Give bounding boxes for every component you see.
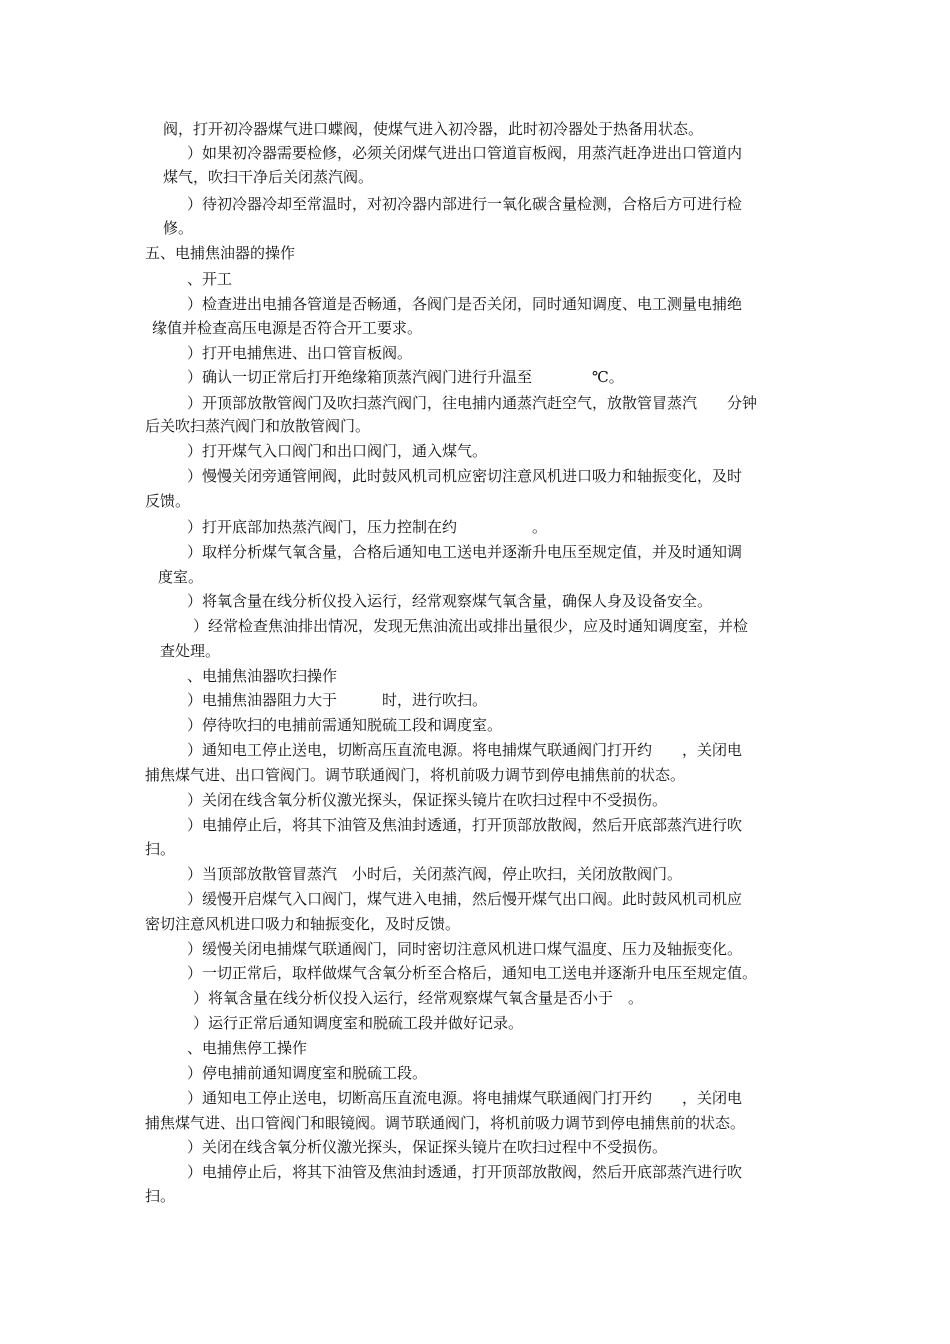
text-line: ）一切正常后，取样做煤气含氧分析至合格后，通知电工送电并逐渐升电压至规定值。 (187, 964, 758, 982)
text-line: ）确认一切正常后打开绝缘箱顶蒸汽阀门进行升温至 ℃。 (187, 368, 624, 386)
text-line: ）将氧含量在线分析仪投入运行，经常观察煤气氧含量，确保人身及设备安全。 (187, 592, 713, 610)
text-line: ）打开电捕焦进、出口管盲板阀。 (187, 344, 413, 362)
text-line: 阀，打开初冷器煤气进口蝶阀，使煤气进入初冷器，此时初冷器处于热备用状态。 (163, 120, 704, 138)
text-line: ）慢慢关闭旁通管闸阀，此时鼓风机司机应密切注意风机进口吸力和轴振变化，及时 (187, 467, 743, 485)
text-line: ）通知电工停止送电，切断高压直流电源。将电捕煤气联通阀门打开约 ，关闭电 (187, 1089, 743, 1107)
text-line: ）电捕停止后，将其下油管及焦油封透通，打开顶部放散阀，然后开底部蒸汽进行吹 (187, 816, 743, 834)
text-line: 反馈。 (145, 492, 191, 510)
section-heading: 五、电捕焦油器的操作 (145, 244, 296, 262)
text-line: 捕焦煤气进、出口管阀门。调节联通阀门，将机前吸力调节到停电捕焦前的状态。 (145, 766, 686, 784)
text-line: 捕焦煤气进、出口管阀门和眼镜阀。调节联通阀门，将机前吸力调节到停电捕焦前的状态。 (145, 1114, 746, 1132)
text-line: ）缓慢关闭电捕煤气联通阀门，同时密切注意风机进口煤气温度、压力及轴振变化。 (187, 940, 743, 958)
text-line: ）检查进出电捕各管道是否畅通，各阀门是否关闭，同时通知调度、电工测量电捕绝 (187, 295, 743, 313)
text-line: ）打开煤气入口阀门和出口阀门，通入煤气。 (187, 442, 488, 460)
text-line: ）取样分析煤气氧含量，合格后通知电工送电并逐渐升电压至规定值，并及时通知调 (187, 543, 743, 561)
text-line: ）当顶部放散管冒蒸汽 小时后，关闭蒸汽阀，停止吹扫，关闭放散阀门。 (187, 865, 683, 883)
text-line: ）待初冷器冷却至常温时，对初冷器内部进行一氧化碳含量检测，合格后方可进行检 (187, 195, 743, 213)
text-line: 扫。 (145, 1187, 176, 1205)
text-line: ）开顶部放散管阀门及吹扫蒸汽阀门，往电捕内通蒸汽赶空气，放散管冒蒸汽 分钟 (187, 394, 758, 412)
text-line: ）停电捕前通知调度室和脱硫工段。 (187, 1064, 428, 1082)
text-line: 煤气，吹扫干净后关闭蒸汽阀。 (163, 168, 374, 186)
text-line: ）经常检查焦油排出情况，发现无焦油流出或排出量很少，应及时通知调度室，并检 (193, 617, 749, 635)
text-line: ）关闭在线含氧分析仪激光探头，保证探头镜片在吹扫过程中不受损伤。 (187, 1138, 668, 1156)
subsection-heading: 、电捕焦油器吹扫操作 (187, 667, 338, 685)
text-line: ）电捕停止后，将其下油管及焦油封透通，打开顶部放散阀，然后开底部蒸汽进行吹 (187, 1163, 743, 1181)
text-line: ）如果初冷器需要检修，必须关闭煤气进出口管道盲板阀，用蒸汽赶净进出口管道内 (187, 144, 743, 162)
text-line: ）将氧含量在线分析仪投入运行，经常观察煤气氧含量是否小于 。 (193, 989, 644, 1007)
text-line: 缘值并检查高压电源是否符合开工要求。 (152, 319, 423, 337)
subsection-heading: 、开工 (187, 270, 233, 288)
text-line: ）停待吹扫的电捕前需通知脱硫工段和调度室。 (187, 716, 503, 734)
text-line: ）关闭在线含氧分析仪激光探头，保证探头镜片在吹扫过程中不受损伤。 (187, 791, 668, 809)
text-line: 查处理。 (160, 642, 221, 660)
text-line: 度室。 (158, 568, 204, 586)
text-line: ）缓慢开启煤气入口阀门，煤气进入电捕，然后慢开煤气出口阀。此时鼓风机司机应 (187, 890, 743, 908)
text-line: 修。 (163, 219, 194, 237)
text-line: ）通知电工停止送电，切断高压直流电源。将电捕煤气联通阀门打开约 ，关闭电 (187, 741, 743, 759)
text-line: ）电捕焦油器阻力大于 时，进行吹扫。 (187, 691, 488, 709)
text-line: 密切注意风机进口吸力和轴振变化，及时反馈。 (145, 915, 461, 933)
subsection-heading: 、电捕焦停工操作 (187, 1039, 308, 1057)
text-line: ）打开底部加热蒸汽阀门，压力控制在约 。 (187, 518, 548, 536)
text-line: ）运行正常后通知调度室和脱硫工段并做好记录。 (193, 1014, 524, 1032)
text-line: 扫。 (145, 840, 176, 858)
text-line: 后关吹扫蒸汽阀门和放散管阀门。 (145, 417, 371, 435)
